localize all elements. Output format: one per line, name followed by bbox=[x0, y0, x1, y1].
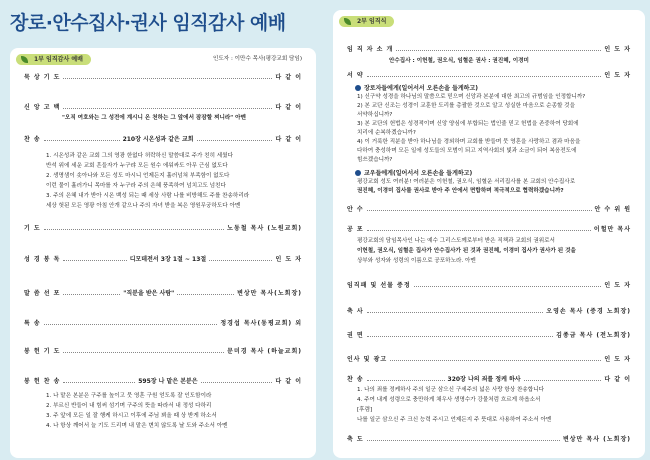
row-right: 다 같 이 bbox=[275, 378, 302, 385]
order-row bbox=[347, 330, 631, 339]
closing-hymn-line: 1. 나의 죄를 정케하사 주의 일군 삼으신 구세주의 넓은 사랑 항상 찬송합니다 bbox=[357, 387, 545, 393]
proclamation-line: 평강교회의 담임목사인 나는 예수 그리스도께로부터 받은 직책과 교회의 권위로서 bbox=[357, 238, 555, 244]
church-vow-heading-text: 교우들에게(일어서서 오른손을 들게하고) bbox=[364, 170, 473, 177]
order-row bbox=[347, 434, 631, 443]
part2-badge-label: 2부 임직식 bbox=[357, 18, 387, 25]
closing-hymn-line: 2. 부르신 반들어 내 힘써 섬기며 구주의 뜻을 따라서 내 정성 다하리 bbox=[46, 403, 212, 409]
church-vow-heading bbox=[355, 168, 472, 177]
order-row bbox=[24, 318, 302, 327]
page-title: 장로·안수집사·권사 임직감사 예배 bbox=[10, 12, 286, 34]
row-right: 다 같 이 bbox=[604, 376, 631, 383]
dotted-leader bbox=[197, 137, 273, 141]
row-right: 문미경 목사 (하늘교회) bbox=[227, 348, 302, 355]
row-label: 봉 헌 찬 송 bbox=[24, 378, 61, 385]
hymn-line: 1. 시온성과 같은 교회 그의 영광 한없다 허락하신 말씀대로 주가 친히 세웠다 bbox=[46, 153, 234, 159]
part1-badge bbox=[16, 54, 91, 65]
order-row bbox=[347, 70, 631, 79]
church-vow-line: 평강교회 성도 여러분! 여러분은 이헌철, 권오식, 임혈운 서리집사를 본 교회의 안수집사로 bbox=[357, 179, 576, 185]
vow-line: 2) 본 교단 신조는 성경이 교훈한 도리를 총괄한 것으로 알고 성실한 마음으로 순종할 것을 bbox=[357, 103, 575, 109]
dotted-leader bbox=[201, 379, 273, 383]
row-right: 다 같 이 bbox=[275, 104, 302, 111]
row-right: 안 수 위 원 bbox=[594, 206, 631, 213]
hymn-line: 반석 위에 세운 교회 흔들자가 누구랴 모든 원수 에워싸도 아무 근심 없도다 bbox=[46, 163, 228, 169]
dotted-leader bbox=[367, 377, 445, 381]
dotted-leader bbox=[177, 291, 234, 295]
row-mid: 320장 나의 죄를 정케 하사 bbox=[447, 376, 521, 383]
dotted-leader bbox=[367, 73, 602, 77]
proclamation-line: 이헌철, 권오식, 임혈운 집사가 안수집사가 된 것과 권진혜, 이경미 집사가 권사가 된 것을 bbox=[357, 248, 576, 254]
row-label: 인사 및 광고 bbox=[347, 356, 388, 363]
closing-hymn-line: [후렴] bbox=[357, 407, 373, 413]
closing-hymn-line: 4. 나 항상 깨어서 늘 기도 드리며 내 맡은 변치 않도록 날 도와 주소서 아멘 bbox=[46, 423, 228, 429]
dotted-leader bbox=[44, 226, 224, 230]
order-row bbox=[24, 72, 302, 81]
row-label: 임 직 자 소 개 bbox=[347, 46, 394, 53]
dotted-leader bbox=[367, 207, 592, 211]
row-right: 변상만 목사 (노회장) bbox=[562, 436, 631, 443]
row-right: 노동철 목사 (노원교회) bbox=[227, 225, 302, 232]
dotted-leader bbox=[414, 283, 602, 287]
order-row bbox=[347, 44, 631, 53]
hymn-line: 2. 생명샘이 솟아나와 모든 성도 마시니 언제든지 흘러넘쳐 부족함이 없도다 bbox=[46, 173, 230, 179]
vow-line: 서약하십니까? bbox=[357, 112, 393, 118]
row-label: 기 도 bbox=[24, 225, 41, 232]
row-label: 공 포 bbox=[347, 226, 364, 233]
order-row bbox=[24, 134, 302, 143]
dotted-leader bbox=[63, 349, 224, 353]
row-label: 특 송 bbox=[24, 320, 41, 327]
row-label: 묵 상 기 도 bbox=[24, 74, 61, 81]
row-right: 정경섭 목사(동평교회) 외 bbox=[220, 320, 302, 327]
creed-quote: "오직 여호와는 그 성전에 계시니 온 천하는 그 앞에서 잠잠할 찌니라" 아멘 bbox=[62, 115, 246, 121]
row-right: 다 같 이 bbox=[275, 74, 302, 81]
order-row bbox=[347, 306, 631, 315]
dotted-leader bbox=[367, 309, 544, 313]
vow-line: 치리에 순복하겠습니까? bbox=[357, 130, 416, 136]
row-mid: 595장 나 맡은 본분은 bbox=[138, 378, 198, 385]
row-right: 변상만 목사(노회장) bbox=[237, 290, 303, 297]
row-label: 임직패 및 선물 증정 bbox=[347, 282, 411, 289]
order-row bbox=[347, 224, 631, 233]
row-label: 안 수 bbox=[347, 206, 364, 213]
order-row bbox=[24, 254, 302, 263]
order-row bbox=[24, 288, 302, 297]
order-row bbox=[24, 346, 302, 355]
closing-hymn-line: 4. 주여 내게 성령으로 충만하게 채우사 생명수가 강물처럼 흐르게 하옵소서 bbox=[357, 397, 541, 403]
order-row bbox=[347, 280, 631, 289]
vow-line: 힘쓰겠습니까? bbox=[357, 157, 393, 163]
row-right: 인 도 자 bbox=[604, 46, 631, 53]
row-right: 인 도 자 bbox=[604, 282, 631, 289]
row-label: 축 도 bbox=[347, 436, 364, 443]
dotted-leader bbox=[44, 321, 218, 325]
ordinand-names: 안수집사 : 이헌철, 권오식, 임혈운 권사 : 권진혜, 이경미 bbox=[389, 58, 529, 64]
closing-hymn-line: 나를 일군 삼으신 주 크신 능력 주시고 언제든지 주 뜻대로 사용하여 주소서 아멘 bbox=[357, 417, 552, 423]
row-label: 권 면 bbox=[347, 332, 364, 339]
row-label: 말 씀 선 포 bbox=[24, 290, 61, 297]
part1-panel bbox=[10, 48, 316, 458]
dotted-leader bbox=[44, 137, 120, 141]
dotted-leader bbox=[367, 437, 560, 441]
dotted-leader bbox=[63, 105, 272, 109]
row-label: 성 경 봉 독 bbox=[24, 256, 61, 263]
dotted-leader bbox=[390, 357, 601, 361]
dotted-leader bbox=[209, 257, 272, 261]
row-label: 찬 송 bbox=[347, 376, 364, 383]
church-vow-line: 권진혜, 이경미 집사를 권사로 받아 주 안에서 면합하며 적극적으로 협력하겠습니까? bbox=[357, 188, 564, 194]
bullet-icon bbox=[355, 85, 361, 91]
dotted-leader bbox=[63, 257, 126, 261]
dotted-leader bbox=[524, 377, 602, 381]
closing-hymn-line: 3. 주 앞에 모든 일 잘 행케 하시고 이후에 주님 뵈올 때 상 받게 하소서 bbox=[46, 413, 217, 419]
leaf-icon bbox=[344, 18, 351, 25]
row-label: 서 약 bbox=[347, 72, 364, 79]
order-row bbox=[347, 374, 631, 383]
row-mid: 210장 시온성과 같은 교회 bbox=[122, 136, 194, 143]
dotted-leader bbox=[367, 227, 591, 231]
order-row bbox=[24, 376, 302, 385]
row-right: 인 도 자 bbox=[604, 72, 631, 79]
row-right: 오영손 목사 (증경 노회장) bbox=[546, 308, 631, 315]
presider-text: 인도자 : 이만수 목사(평강교회 담임) bbox=[212, 56, 302, 62]
part2-badge bbox=[339, 16, 394, 27]
dotted-leader bbox=[63, 75, 272, 79]
row-right: 인 도 자 bbox=[604, 356, 631, 363]
hymn-line: 세상 헛된 모든 영광 아침 안개 같으나 주의 자녀 받을 복은 영원무궁하도다 아멘 bbox=[46, 203, 241, 209]
order-row bbox=[24, 102, 302, 111]
bullet-icon bbox=[355, 170, 361, 176]
row-label: 봉 헌 기 도 bbox=[24, 348, 61, 355]
dotted-leader bbox=[63, 291, 120, 295]
vow-line: 3) 본 교단의 헌법은 성경적이며 신앙 양심에 부합되는 법인줄 믿고 헌법을 존중하여 당회에 bbox=[357, 121, 579, 127]
dotted-leader bbox=[396, 47, 601, 51]
dotted-leader bbox=[63, 379, 135, 383]
dotted-leader bbox=[367, 333, 553, 337]
vow-line: 4) 이 거룩한 직분을 받아 하나님을 경외하며 교회를 받들며 뭇 영혼을 사랑하고 겸과 마음을 bbox=[357, 139, 581, 145]
row-mid: "직분을 받은 사람" bbox=[123, 290, 175, 297]
elder-vow-heading bbox=[355, 83, 478, 92]
row-right: 김종금 목사 (전노회장) bbox=[556, 332, 631, 339]
row-right: 다 같 이 bbox=[275, 136, 303, 143]
hymn-line: 3. 주의 은혜 내가 받아 시온 백성 되는 때 세상 사람 나를 비방해도 주를 찬송하리라 bbox=[46, 193, 250, 199]
vow-line: 1) 신구약 성경을 하나님의 말씀으로 믿으며 신앙과 본분에 대한 최고의 규범임을 인정합니까? bbox=[357, 94, 586, 100]
part1-badge-label: 1부 임직감사 예배 bbox=[34, 56, 83, 63]
row-label: 신 앙 고 백 bbox=[24, 104, 61, 111]
row-right: 인 도 자 bbox=[275, 256, 303, 263]
leaf-icon bbox=[21, 56, 28, 63]
hymn-line: 이런 물이 흘러가니 목마를 자 누구라 주의 은혜 풍족하여 넘치고도 넘친다 bbox=[46, 183, 226, 189]
order-row bbox=[347, 354, 631, 363]
row-label: 찬 송 bbox=[24, 136, 41, 143]
closing-hymn-line: 1. 나 맡은 본분은 구주를 높이고 뭇 영혼 구원 얻도록 잘 인도함이라 bbox=[46, 393, 212, 399]
order-row bbox=[24, 223, 302, 232]
proclamation-line: 상부와 성자와 성령의 이름으로 공포하노라. 아멘 bbox=[357, 258, 476, 264]
order-row bbox=[347, 204, 631, 213]
vow-line: 다하여 충성하며 모든 일에 성도들의 모범이 되고 지역사회의 빛과 소금이 되어 복음전도에 bbox=[357, 148, 577, 154]
elder-vow-heading-text: 장로자들에게(일어서서 오른손을 들게하고) bbox=[364, 85, 478, 92]
part2-panel bbox=[333, 10, 645, 458]
row-mid: 디모데전서 3장 1절 ~ 13절 bbox=[129, 256, 207, 263]
row-right: 이헐만 목사 bbox=[593, 226, 631, 233]
row-label: 축 사 bbox=[347, 308, 364, 315]
